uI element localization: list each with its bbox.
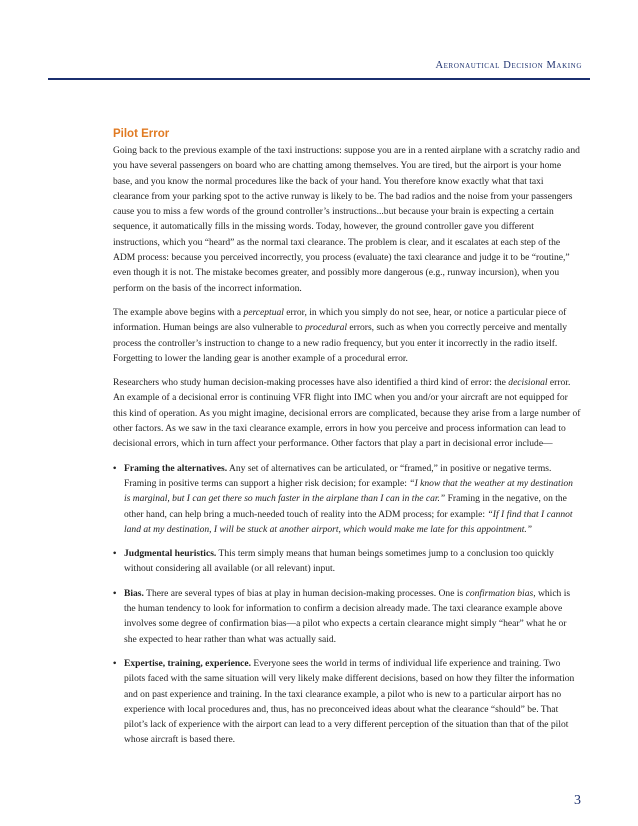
list-item-heuristics	[113, 546, 581, 577]
header-rule	[48, 78, 590, 80]
term-decisional: decisional	[508, 377, 548, 389]
term-procedural: procedural	[304, 322, 348, 334]
term-confirmation-bias: confirmation bias	[465, 587, 534, 599]
main-content	[113, 127, 581, 757]
list-item-framing	[113, 461, 581, 537]
paragraph-text: Going back to the previous example of the taxi instructions: suppose you are in a rented airplane with a scratchy radio and you have several passengers on board who are chatting among themselves. You are tired, but the airport is your home base, and you know the normal procedures like the back of your hand. You therefore know exactly what that taxi clearance from your parking spot to the active runway is likely to be. The bad radios and the noise from your passengers cause you to miss a few words of the ground controller’s instructions...but because your brain is expecting a certain sequence, it automatically fills in the missing words. Today, however, the ground controller gave you different instructions, which you “heard” as the normal taxi clearance. The problem is clear, and it escalates at each step of the ADM process: because you perceived incorrectly, you process (evaluate) the taxi clearance and judge it to be “routine,” even though it is not. The mistake becomes greater, and possibly more dangerous (e.g., runway incursion), when you perform on the basis of the incorrect information.	[113, 145, 580, 294]
text-run: errors, such as when you correctly perceive and mentally process the controller’s instruction to change to a new radio frequency, but you enter it incorrectly in the radio itself. Forgetting to lower the landing gear is another example of a procedural error.	[113, 322, 568, 364]
list-item-title: Judgmental heuristics.	[124, 548, 217, 560]
quote-negative-framing: “If I find that I cannot land at my destination, I will be stuck at another airport, which would make me late for this appointment.”	[124, 508, 573, 535]
list-item-bias	[113, 586, 581, 647]
paragraph-decisional	[113, 375, 581, 451]
text-run: There are several types of bias at play in human decision-making processes. One is	[143, 587, 466, 599]
text-run: error, in which you simply do not see, hear, or notice a particular piece of information. Human beings are also vulnerable to	[113, 306, 567, 334]
bullet-marker: •	[113, 548, 117, 560]
bullet-marker: •	[113, 657, 117, 669]
paragraph-taxi-example	[113, 143, 581, 296]
text-run: Framing in the negative, on the other hand, can help bring a much-needed touch of reality into the ADM process; for example:	[124, 493, 567, 520]
list-item-title: Bias.	[124, 587, 144, 599]
bullet-marker: •	[113, 587, 117, 599]
text-run: The example above begins with a	[113, 306, 244, 318]
text-run: Any set of alternatives can be articulated, or “framed,” in positive or negative terms. Framing in positive terms can support a higher risk decision; for example:	[124, 462, 552, 489]
text-run: Everyone sees the world in terms of individual life experience and training. Two pilots faced with the same situation will very likely make different decisions, based on how they filter the information and on past experience and training. In the taxi clearance example, a pilot who is new to a particular airport has no experience with local procedures and, thus, has no preconceived ideas about what the clearance “should” be. That pilot’s lack of experience with the airport can lead to a very different perception of the situation than that of the pilot whose aircraft is based there.	[124, 657, 575, 746]
text-run: , which is the human tendency to look for information to confirm a decision already made. The taxi clearance example above involves some degree of confirmation bias—a pilot who expects a certain clearance might simply “hear” what he or she expected to hear rather than what was actually said.	[124, 587, 571, 645]
section-heading: Pilot Error	[113, 128, 170, 140]
list-item-title: Framing the alternatives.	[124, 462, 228, 474]
page-number: 3	[574, 793, 581, 808]
bullet-marker: •	[113, 462, 117, 474]
text-run: Researchers who study human decision-making processes have also identified a third kind of error: the	[113, 377, 509, 389]
text-run: error. An example of a decisional error is continuing VFR flight into IMC when you and/or your aircraft are not equipped for this kind of operation. As you might imagine, decisional errors are complicated, because they arise from a large number of other factors. As we saw in the taxi clearance example, errors in how you perceive and process information can lead to decisional errors, which in turn affect your performance. Other factors that play a part in decisional error include—	[113, 377, 581, 450]
quote-positive-framing: “I know that the weather at my destination is marginal, but I can get there so much faster in the airplane than I can in the car.”	[124, 477, 573, 505]
list-item-title: Expertise, training, experience.	[124, 657, 251, 669]
decisional-factors-list	[113, 461, 581, 748]
running-header-title: Aeronautical Decision Making	[435, 60, 582, 71]
list-item-expertise	[113, 656, 581, 748]
term-perceptual: perceptual	[243, 306, 284, 318]
text-run: This term simply means that human beings sometimes jump to a conclusion too quickly without considering all available (or all relevant) input.	[124, 548, 554, 575]
paragraph-perceptual-procedural	[113, 305, 581, 366]
